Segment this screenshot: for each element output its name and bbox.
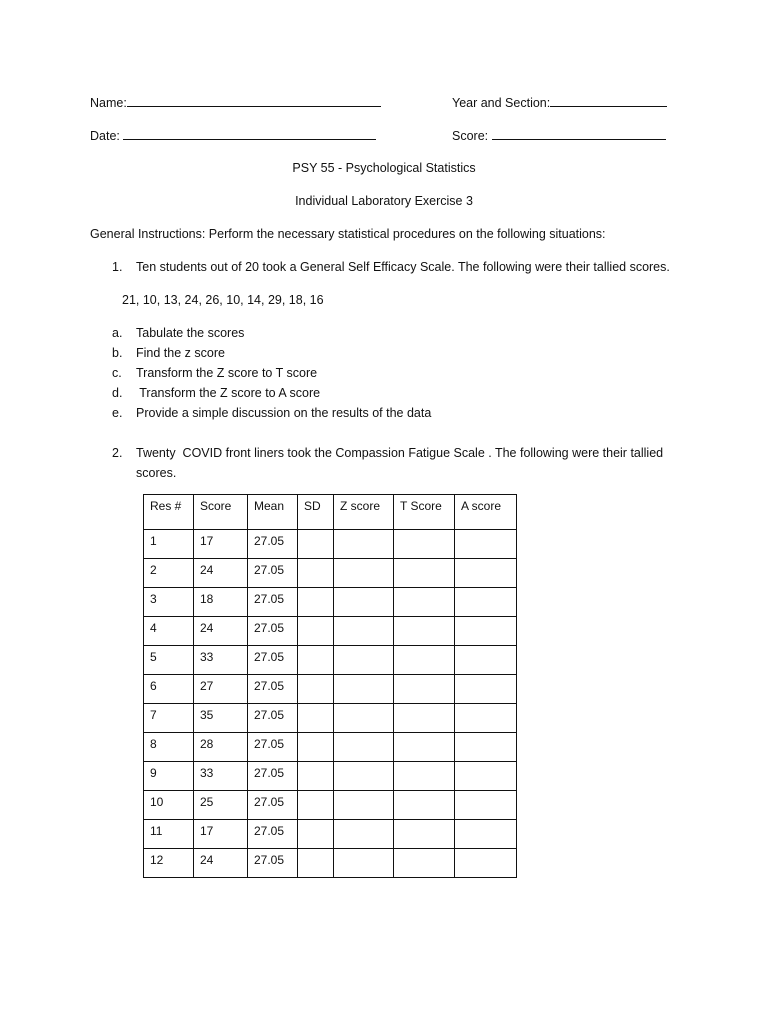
- score-label: Score:: [452, 129, 489, 143]
- score-blank[interactable]: [492, 128, 666, 140]
- table-row: [144, 617, 517, 646]
- cell-score: 24: [194, 617, 248, 646]
- cell-mean: 27.05: [248, 704, 298, 733]
- cell-t-score[interactable]: [394, 791, 455, 820]
- cell-z-score[interactable]: [334, 820, 394, 849]
- cell-mean: 27.05: [248, 733, 298, 762]
- cell-res: 5: [144, 646, 194, 675]
- cell-a-score[interactable]: [455, 820, 517, 849]
- cell-t-score[interactable]: [394, 704, 455, 733]
- item2-text-line1: Twenty COVID front liners took the Compassion Fatigue Scale . The following were their tallied: [136, 446, 664, 460]
- scores-table: [143, 494, 517, 878]
- cell-sd[interactable]: [298, 733, 334, 762]
- year-section-blank[interactable]: [550, 95, 667, 107]
- name-label: Name:: [90, 96, 127, 110]
- table-row: [144, 733, 517, 762]
- cell-score: 28: [194, 733, 248, 762]
- table-body: [144, 530, 517, 878]
- cell-z-score[interactable]: [334, 733, 394, 762]
- cell-sd[interactable]: [298, 675, 334, 704]
- task-c-text: Transform the Z score to T score: [136, 366, 318, 380]
- cell-t-score[interactable]: [394, 559, 455, 588]
- cell-t-score[interactable]: [394, 530, 455, 559]
- general-instructions: General Instructions: Perform the necessary statistical procedures on the following situations:: [90, 227, 606, 241]
- date-field[interactable]: [90, 128, 376, 143]
- cell-sd[interactable]: [298, 559, 334, 588]
- cell-mean: 27.05: [248, 820, 298, 849]
- item1-number: 1.: [112, 260, 123, 274]
- cell-a-score[interactable]: [455, 791, 517, 820]
- cell-t-score[interactable]: [394, 820, 455, 849]
- cell-mean: 27.05: [248, 559, 298, 588]
- cell-z-score[interactable]: [334, 588, 394, 617]
- cell-sd[interactable]: [298, 646, 334, 675]
- col-header-z-score: Z score: [334, 495, 394, 530]
- table-row: [144, 820, 517, 849]
- cell-a-score[interactable]: [455, 588, 517, 617]
- cell-res: 7: [144, 704, 194, 733]
- year-section-label: Year and Section:: [452, 96, 551, 110]
- date-label: Date:: [90, 129, 120, 143]
- table-row: [144, 530, 517, 559]
- col-header-mean: Mean: [248, 495, 298, 530]
- cell-res: 1: [144, 530, 194, 559]
- cell-sd[interactable]: [298, 820, 334, 849]
- cell-a-score[interactable]: [455, 704, 517, 733]
- table-row: [144, 675, 517, 704]
- cell-sd[interactable]: [298, 762, 334, 791]
- cell-score: 24: [194, 849, 248, 878]
- cell-score: 33: [194, 646, 248, 675]
- cell-res: 8: [144, 733, 194, 762]
- cell-score: 33: [194, 762, 248, 791]
- cell-z-score[interactable]: [334, 849, 394, 878]
- cell-score: 17: [194, 820, 248, 849]
- cell-z-score[interactable]: [334, 530, 394, 559]
- cell-sd[interactable]: [298, 791, 334, 820]
- cell-a-score[interactable]: [455, 675, 517, 704]
- task-d-text: Transform the Z score to A score: [136, 386, 321, 400]
- item2-number: 2.: [112, 446, 123, 460]
- cell-score: 27: [194, 675, 248, 704]
- cell-z-score[interactable]: [334, 762, 394, 791]
- name-blank[interactable]: [127, 95, 381, 107]
- cell-score: 25: [194, 791, 248, 820]
- cell-a-score[interactable]: [455, 849, 517, 878]
- col-header-a-score: A score: [455, 495, 517, 530]
- cell-z-score[interactable]: [334, 704, 394, 733]
- cell-t-score[interactable]: [394, 588, 455, 617]
- cell-sd[interactable]: [298, 530, 334, 559]
- task-e-letter: e.: [112, 406, 123, 420]
- table-row: [144, 849, 517, 878]
- table-header-row: [144, 495, 517, 530]
- cell-mean: 27.05: [248, 646, 298, 675]
- cell-t-score[interactable]: [394, 646, 455, 675]
- cell-a-score[interactable]: [455, 733, 517, 762]
- cell-a-score[interactable]: [455, 646, 517, 675]
- name-field[interactable]: [90, 95, 381, 110]
- cell-t-score[interactable]: [394, 675, 455, 704]
- cell-res: 4: [144, 617, 194, 646]
- cell-score: 17: [194, 530, 248, 559]
- cell-t-score[interactable]: [394, 733, 455, 762]
- cell-sd[interactable]: [298, 704, 334, 733]
- date-blank[interactable]: [123, 128, 376, 140]
- cell-sd[interactable]: [298, 617, 334, 646]
- score-field[interactable]: [452, 128, 666, 143]
- cell-a-score[interactable]: [455, 530, 517, 559]
- table-row: [144, 646, 517, 675]
- task-e-text: Provide a simple discussion on the results of the data: [136, 406, 432, 420]
- table-row: [144, 704, 517, 733]
- cell-t-score[interactable]: [394, 762, 455, 791]
- cell-mean: 27.05: [248, 530, 298, 559]
- year-section-field[interactable]: [452, 95, 667, 110]
- table-row: [144, 762, 517, 791]
- cell-res: 9: [144, 762, 194, 791]
- cell-z-score[interactable]: [334, 646, 394, 675]
- task-a-letter: a.: [112, 326, 123, 340]
- cell-t-score[interactable]: [394, 617, 455, 646]
- cell-z-score[interactable]: [334, 791, 394, 820]
- task-c-letter: c.: [112, 366, 122, 380]
- cell-sd[interactable]: [298, 588, 334, 617]
- col-header-sd: SD: [298, 495, 334, 530]
- cell-sd[interactable]: [298, 849, 334, 878]
- cell-a-score[interactable]: [455, 559, 517, 588]
- cell-a-score[interactable]: [455, 617, 517, 646]
- table-row: [144, 588, 517, 617]
- cell-z-score[interactable]: [334, 675, 394, 704]
- task-b-letter: b.: [112, 346, 123, 360]
- item1-text: Ten students out of 20 took a General Self Efficacy Scale. The following were their tallied scores.: [136, 260, 670, 274]
- table-row: [144, 791, 517, 820]
- task-a-text: Tabulate the scores: [136, 326, 245, 340]
- task-d-letter: d.: [112, 386, 123, 400]
- cell-mean: 27.05: [248, 675, 298, 704]
- table-row: [144, 559, 517, 588]
- cell-score: 24: [194, 559, 248, 588]
- cell-res: 10: [144, 791, 194, 820]
- cell-mean: 27.05: [248, 791, 298, 820]
- col-header-res: Res #: [144, 495, 194, 530]
- task-b-text: Find the z score: [136, 346, 225, 360]
- cell-a-score[interactable]: [455, 762, 517, 791]
- exercise-title: Individual Laboratory Exercise 3: [295, 194, 473, 208]
- cell-mean: 27.05: [248, 588, 298, 617]
- cell-mean: 27.05: [248, 849, 298, 878]
- cell-res: 3: [144, 588, 194, 617]
- col-header-t-score: T Score: [394, 495, 455, 530]
- cell-mean: 27.05: [248, 617, 298, 646]
- cell-res: 12: [144, 849, 194, 878]
- cell-res: 6: [144, 675, 194, 704]
- item2-text-line2: scores.: [136, 466, 177, 480]
- cell-z-score[interactable]: [334, 559, 394, 588]
- cell-score: 35: [194, 704, 248, 733]
- cell-t-score[interactable]: [394, 849, 455, 878]
- col-header-score: Score: [194, 495, 248, 530]
- course-title: PSY 55 - Psychological Statistics: [292, 161, 476, 175]
- cell-res: 11: [144, 820, 194, 849]
- cell-res: 2: [144, 559, 194, 588]
- cell-z-score[interactable]: [334, 617, 394, 646]
- cell-mean: 27.05: [248, 762, 298, 791]
- cell-score: 18: [194, 588, 248, 617]
- item1-scores: 21, 10, 13, 24, 26, 10, 14, 29, 18, 16: [122, 293, 324, 307]
